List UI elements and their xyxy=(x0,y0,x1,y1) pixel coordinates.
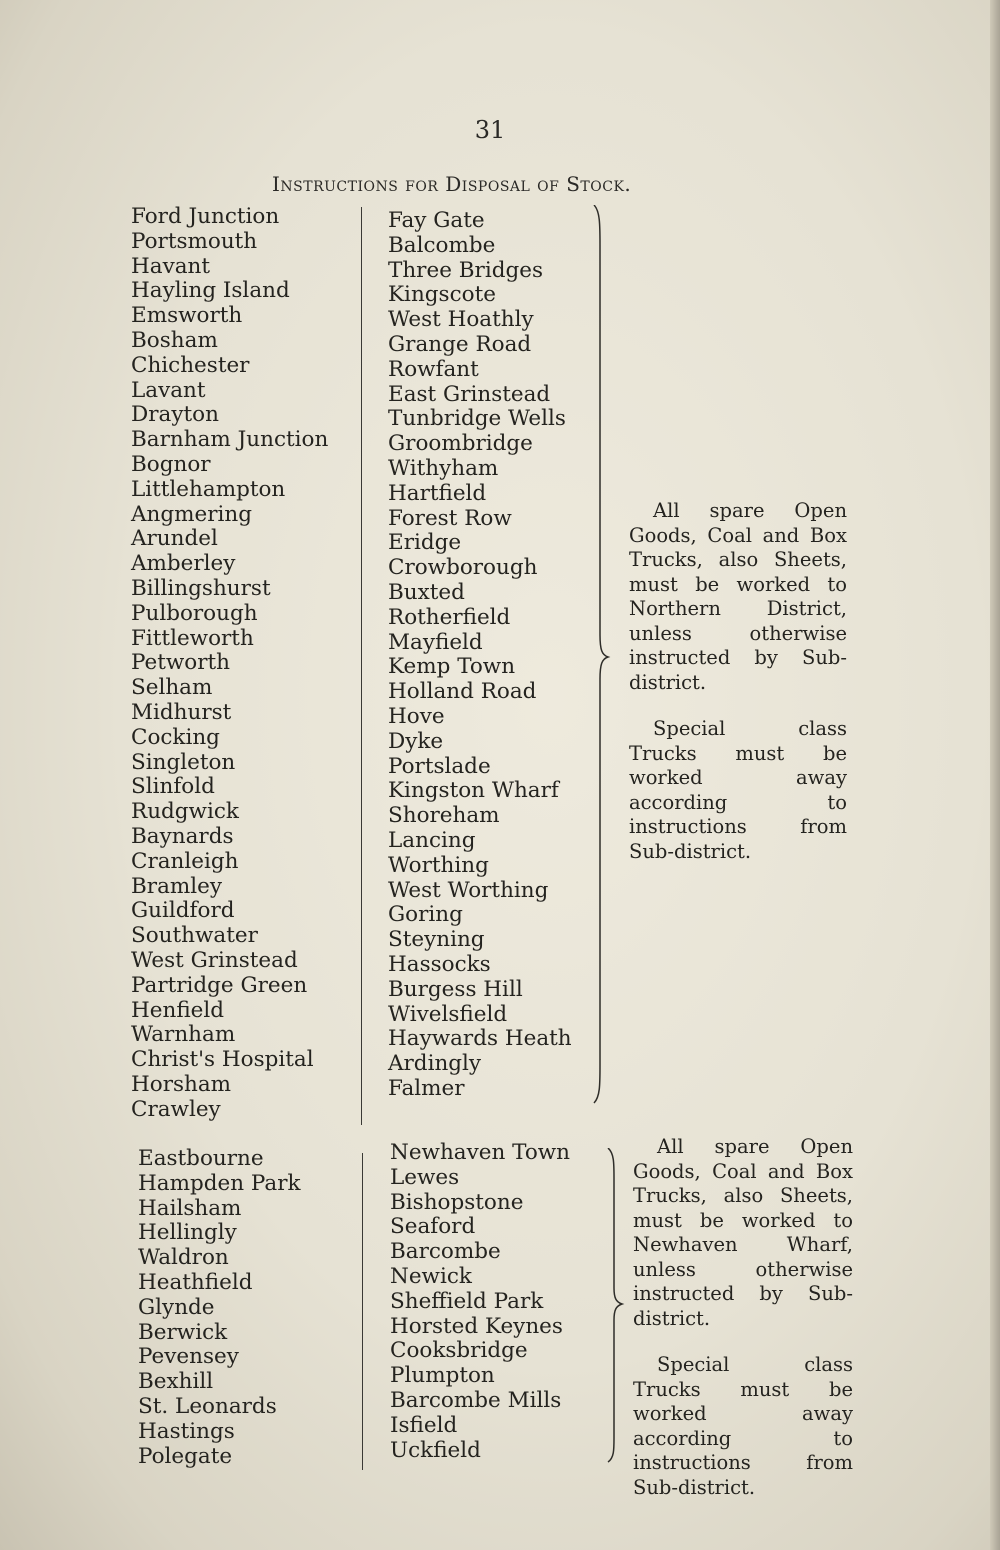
station-name: Bramley xyxy=(131,873,223,899)
station-name: Kemp Town xyxy=(388,654,516,680)
station-name: East Grinstead xyxy=(388,381,551,407)
station-name: Billingshurst xyxy=(131,575,271,601)
station-name: Amberley xyxy=(131,551,236,577)
station-name: Burgess Hill xyxy=(388,976,523,1002)
station-name: Hove xyxy=(388,703,445,729)
station-name: Cocking xyxy=(131,724,220,750)
section2-note xyxy=(633,1135,853,1500)
station-name: Eastbourne xyxy=(138,1146,264,1171)
station-name: Fittleworth xyxy=(131,625,254,651)
station-name: Sheffield Park xyxy=(390,1288,544,1314)
station-name: Hailsham xyxy=(138,1195,242,1221)
station-name: Baynards xyxy=(131,823,234,849)
page-number: 31 xyxy=(474,116,506,144)
section2-note-special: Special class Trucks must be worked away according to instructions from Sub-district. xyxy=(633,1353,853,1499)
station-name: Balcombe xyxy=(388,232,496,258)
station-name: Bognor xyxy=(131,451,211,477)
station-name: Buxted xyxy=(388,579,465,605)
section2-left-station-list xyxy=(138,1147,301,1469)
station-name: Kingscote xyxy=(388,282,496,308)
station-name: Kingston Wharf xyxy=(388,778,559,804)
station-name: Hellingly xyxy=(138,1220,237,1246)
station-name: Waldron xyxy=(138,1245,229,1271)
station-name: Haywards Heath xyxy=(388,1026,572,1052)
station-name: Wivelsfield xyxy=(388,1001,508,1027)
station-name: Steyning xyxy=(388,927,485,953)
station-name: Newick xyxy=(390,1263,472,1289)
station-name: Hassocks xyxy=(388,951,491,977)
station-name: Fay Gate xyxy=(388,208,485,233)
station-name: Hayling Island xyxy=(131,278,290,304)
station-name: Mayfield xyxy=(388,629,483,655)
station-name: Hampden Park xyxy=(138,1170,301,1196)
section1-left-station-list xyxy=(131,205,328,1122)
station-name: Glynde xyxy=(138,1294,215,1320)
section1-note-primary: All spare Open Goods, Coal and Box Trucks, also Sheets, must be worked to Northern District, unless otherwise instructed by Sub-district. xyxy=(629,499,847,694)
station-name: Bosham xyxy=(131,327,218,353)
station-name: Worthing xyxy=(388,852,489,878)
section1-right-station-list xyxy=(388,209,572,1102)
station-name: Barnham Junction xyxy=(131,427,329,453)
station-name: Ardingly xyxy=(388,1051,482,1077)
station-name: Portsmouth xyxy=(131,228,258,254)
station-name: Crawley xyxy=(131,1096,221,1122)
station-name: Dyke xyxy=(388,728,444,754)
station-name: Seaford xyxy=(390,1214,476,1240)
station-name: Barcombe Mills xyxy=(390,1387,562,1413)
station-name: Eridge xyxy=(388,530,462,556)
station-name: Barcombe xyxy=(390,1239,501,1265)
station-name: Guildford xyxy=(131,898,235,924)
section1-brace xyxy=(590,205,614,1105)
station-name: Petworth xyxy=(131,650,230,676)
station-name: Newhaven Town xyxy=(390,1140,571,1165)
station-name: Rowfant xyxy=(388,356,479,382)
station-name: Isfield xyxy=(390,1412,458,1438)
station-name: West Hoathly xyxy=(388,307,534,333)
station-name: Hartfield xyxy=(388,480,487,506)
station-name: Lavant xyxy=(131,377,206,403)
page-title: Instructions for Disposal of Stock. xyxy=(272,172,632,196)
station-name: Slinfold xyxy=(131,774,215,800)
section1-note-special: Special class Trucks must be worked away according to instructions from Sub-district. xyxy=(629,717,847,863)
page-edge xyxy=(990,0,1000,1550)
station-name: Rotherfield xyxy=(388,604,511,630)
station-name: West Grinstead xyxy=(131,947,298,973)
station-name: St. Leonards xyxy=(138,1393,277,1419)
station-name: Tunbridge Wells xyxy=(388,406,566,432)
station-name: Drayton xyxy=(131,402,219,428)
section2-brace xyxy=(604,1148,628,1463)
station-name: Partridge Green xyxy=(131,972,308,998)
station-name: Singleton xyxy=(131,749,236,775)
station-name: Henfield xyxy=(131,997,225,1023)
station-name: Horsted Keynes xyxy=(390,1313,563,1339)
station-name: Cranleigh xyxy=(131,848,239,874)
station-name: Selham xyxy=(131,675,213,701)
station-name: Horsham xyxy=(131,1071,232,1097)
station-name: Emsworth xyxy=(131,303,243,329)
station-name: Polegate xyxy=(138,1443,233,1469)
station-name: Holland Road xyxy=(388,679,537,705)
station-name: Littlehampton xyxy=(131,476,286,502)
station-name: Falmer xyxy=(388,1075,465,1101)
station-name: Withyham xyxy=(388,455,499,481)
section2-column-rule xyxy=(362,1153,363,1470)
station-name: Portslade xyxy=(388,753,491,779)
station-name: Uckfield xyxy=(390,1437,481,1463)
station-name: Groombridge xyxy=(388,431,533,457)
station-name: Southwater xyxy=(131,923,258,949)
section1-column-rule xyxy=(361,207,362,1125)
station-name: Hastings xyxy=(138,1418,235,1444)
station-name: Heathfield xyxy=(138,1269,253,1295)
section2-note-primary: All spare Open Goods, Coal and Box Trucks, also Sheets, must be worked to Newhaven Wharf, unless otherwise instructed by Sub-district. xyxy=(633,1135,853,1330)
station-name: Cooksbridge xyxy=(390,1338,528,1364)
station-name: Plumpton xyxy=(390,1363,495,1389)
station-name: Chichester xyxy=(131,352,250,378)
station-name: Angmering xyxy=(131,501,253,527)
station-name: Christ's Hospital xyxy=(131,1047,314,1073)
station-name: Three Bridges xyxy=(388,257,543,283)
station-name: Pulborough xyxy=(131,600,258,626)
station-name: Berwick xyxy=(138,1319,228,1345)
station-name: Havant xyxy=(131,253,211,279)
station-name: Warnham xyxy=(131,1022,236,1048)
station-name: Shoreham xyxy=(388,803,500,829)
station-name: Ford Junction xyxy=(131,204,280,229)
section1-note xyxy=(629,499,847,864)
station-name: Arundel xyxy=(131,526,218,552)
station-name: Forest Row xyxy=(388,505,512,531)
station-name: Grange Road xyxy=(388,331,532,357)
station-name: Rudgwick xyxy=(131,799,239,825)
station-name: Bishopstone xyxy=(390,1189,524,1215)
station-name: Midhurst xyxy=(131,699,232,725)
station-name: Bexhill xyxy=(138,1369,214,1395)
station-name: West Worthing xyxy=(388,877,549,903)
station-name: Crowborough xyxy=(388,555,538,581)
station-name: Lewes xyxy=(390,1164,460,1190)
station-name: Pevensey xyxy=(138,1344,239,1370)
station-name: Goring xyxy=(388,902,463,928)
station-name: Lancing xyxy=(388,827,476,853)
section2-right-station-list xyxy=(390,1141,570,1463)
